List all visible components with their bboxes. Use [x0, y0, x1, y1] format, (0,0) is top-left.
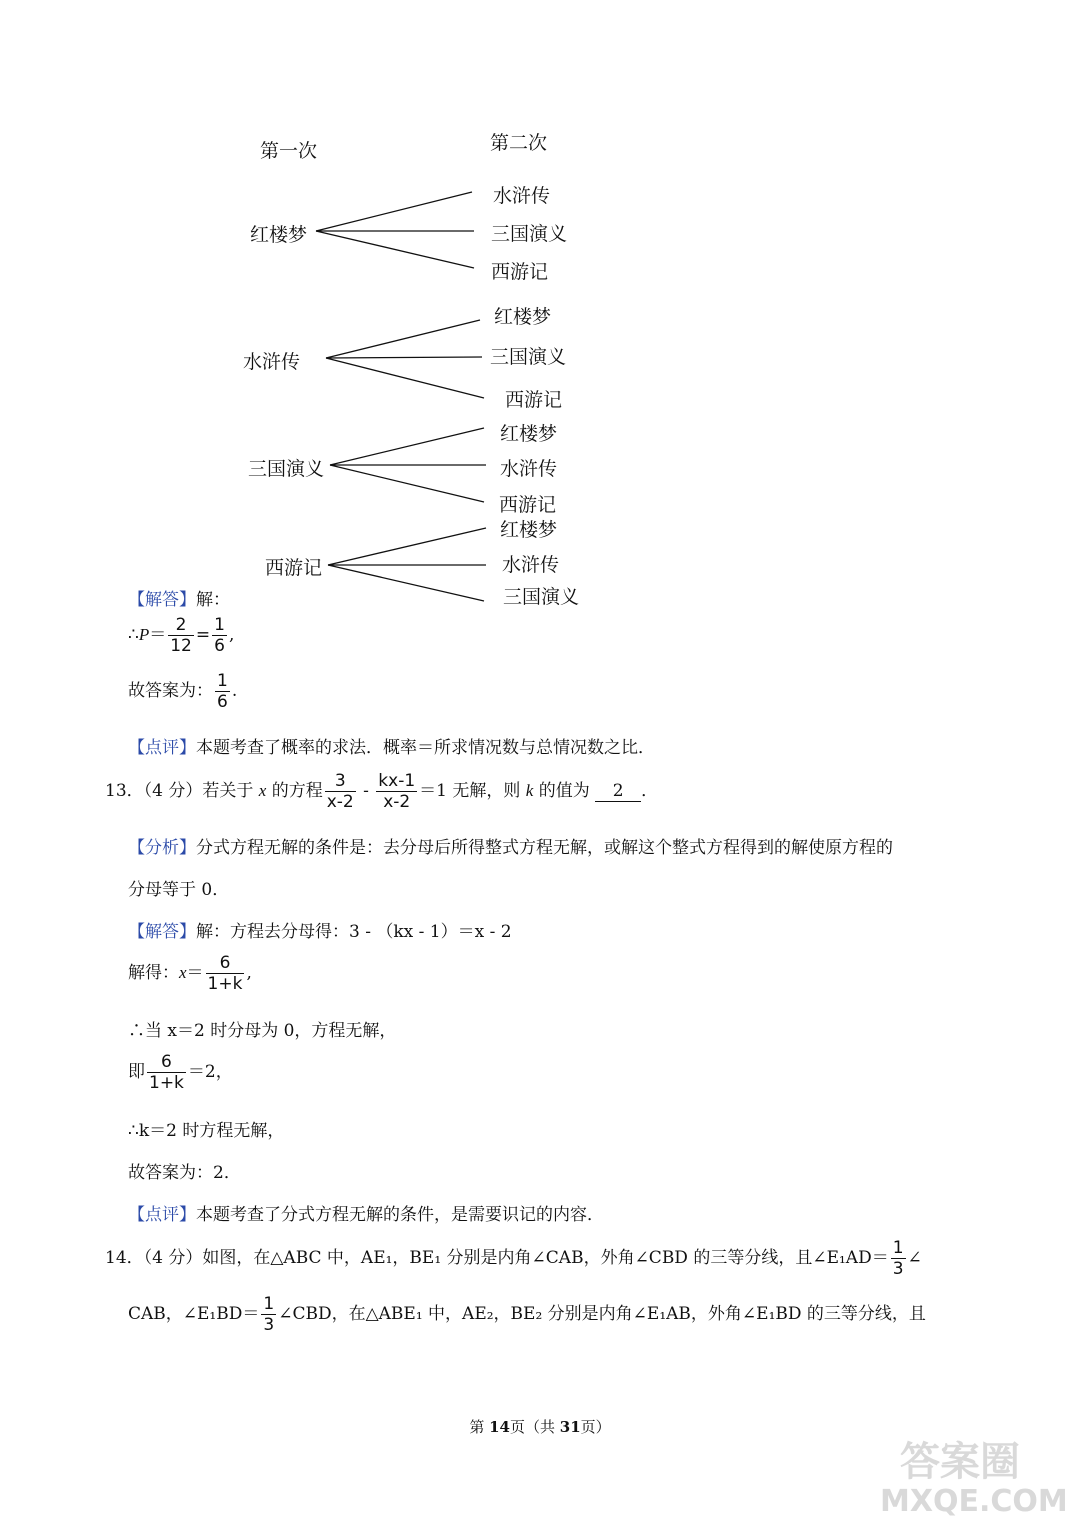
tree-second-2-2: 三国演义	[490, 346, 567, 368]
final-text: 故答案为：2．	[128, 1163, 241, 1183]
tree-second-3-1: 红楼梦	[500, 423, 558, 445]
q13-stem	[105, 771, 658, 812]
tree-second-3-2: 水浒传	[500, 458, 558, 480]
comment-text: 本题考查了概率的求法．概率＝所求情况数与总情况数之比．	[196, 738, 655, 758]
x-variable: x	[258, 781, 267, 800]
q13-solve-line	[128, 953, 252, 994]
tree-second-1-3: 西游记	[491, 261, 549, 283]
final-fraction: $\frac{1}{6}$	[217, 671, 228, 712]
when-text: ∴当 x＝2 时分母为 0，方程无解，	[128, 1021, 397, 1041]
tree-second-4-2: 水浒传	[502, 554, 560, 576]
q13-stem-mid: 的方程	[266, 781, 323, 801]
fraction-kx-1-over-x-2: $\frac{kx-1}{x-2}$	[378, 771, 416, 812]
q13-analysis-2	[128, 875, 229, 900]
tree-header-first: 第一次	[260, 140, 318, 162]
tree-second-2-3: 西游记	[505, 389, 563, 411]
q14-line-2	[128, 1294, 926, 1335]
q12-answer-heading	[128, 585, 230, 610]
tree-second-1-1: 水浒传	[493, 185, 551, 207]
answer-intro: 解：	[196, 590, 230, 610]
tree-second-1-2: 三国演义	[491, 223, 568, 245]
q13-when-line	[128, 1016, 396, 1041]
final-dot: .	[231, 681, 238, 701]
tree-second-3-3: 西游记	[499, 494, 557, 516]
tree-first-1: 红楼梦	[250, 224, 308, 246]
fraction-2-12: $\frac{2}{12}$	[170, 615, 192, 656]
answer-tag: 【解答】	[128, 922, 196, 942]
q13-final	[128, 1158, 241, 1183]
comment-text: 本题考查了分式方程无解的条件，是需要识记的内容．	[196, 1205, 604, 1225]
q13-comment	[128, 1200, 604, 1225]
answer-tag: 【解答】	[128, 590, 196, 610]
q12-final-answer	[128, 671, 237, 712]
q14-text-2b: ∠CBD，在△ABE₁ 中，AE₂，BE₂ 分别是内角∠E₁AB，外角∠E₁BD 的三等分线，且	[278, 1304, 926, 1324]
equals-sign-2: =	[195, 625, 211, 645]
q14-text-1: 14．（4 分）如图，在△ABC 中，AE₁，BE₁ 分别是内角∠CAB，外角∠CBD 的三等分线，且∠E₁AD＝	[105, 1248, 889, 1268]
total-pages: 31	[559, 1418, 581, 1436]
footer-mid: 页（共	[509, 1418, 560, 1436]
answer-blank: 2	[595, 781, 641, 802]
tree-second-4-1: 红楼梦	[500, 519, 558, 541]
tree-header-second: 第二次	[490, 132, 548, 154]
watermark-site: MXQE.COM	[880, 1484, 1068, 1519]
answer-text-1: 解：方程去分母得：3 - （kx - 1）＝x - 2	[196, 922, 512, 942]
comma: ,	[246, 963, 252, 983]
q13-stem-tail2: 的值为	[533, 781, 596, 801]
tree-second-4-3: 三国演义	[503, 586, 580, 608]
q12-probability-line	[128, 615, 234, 656]
q13-stem-end: ．	[641, 781, 659, 801]
fraction-3-over-x-2: $\frac{3}{x-2}$	[326, 771, 354, 812]
tree-second-2-1: 红楼梦	[494, 306, 552, 328]
q13-ji-line	[128, 1052, 233, 1093]
ji-prefix: 即	[128, 1062, 145, 1082]
minus-sign: -	[357, 781, 375, 801]
ji-tail: ＝2，	[187, 1062, 233, 1082]
q13-answer-1	[128, 917, 512, 942]
comment-tag: 【点评】	[128, 738, 196, 758]
tree-first-2: 水浒传	[243, 351, 301, 373]
solve-prefix: 解得：	[128, 963, 179, 983]
q13-analysis-1	[128, 833, 893, 858]
fraction-6-over-1-k-2: $\frac{6}{1+k}$	[149, 1052, 184, 1093]
angle-symbol: ∠	[907, 1248, 922, 1268]
fraction-1-3-b: $\frac{1}{3}$	[263, 1294, 275, 1335]
page-number: 14	[489, 1418, 510, 1436]
x-variable: x	[179, 963, 187, 982]
final-prefix: 故答案为：	[128, 681, 213, 701]
watermark-logo: 答案圈	[900, 1439, 1020, 1485]
q14-text-2a: CAB，∠E₁BD＝	[128, 1304, 260, 1324]
q14-line-1	[105, 1238, 922, 1279]
fraction-6-over-1-k: $\frac{6}{1+k}$	[207, 953, 243, 994]
p-variable: P	[138, 625, 150, 644]
q13-stem-prefix: 13．（4 分）若关于	[105, 781, 259, 801]
k-variable: k	[525, 781, 534, 800]
fraction-1-3: $\frac{1}{3}$	[892, 1238, 904, 1279]
tree-first-3: 三国演义	[248, 458, 325, 480]
fraction-1-6: $\frac{1}{6}$	[214, 615, 225, 656]
therefore-symbol: ∴	[128, 625, 139, 645]
comma: ,	[228, 625, 235, 645]
analysis-text-1: 分式方程无解的条件是：去分母后所得整式方程无解，或解这个整式方程得到的解使原方程的	[196, 838, 893, 858]
analysis-text-2: 分母等于 0．	[128, 880, 230, 900]
comment-tag: 【点评】	[128, 1205, 196, 1225]
q13-stem-tail: ＝1 无解，则	[419, 781, 526, 801]
k-text: ∴k＝2 时方程无解，	[128, 1121, 285, 1141]
footer-suffix: 页）	[580, 1418, 611, 1436]
equals-sign: ＝	[186, 963, 204, 983]
equals-sign: ＝	[149, 625, 167, 645]
footer-prefix: 第	[469, 1418, 490, 1436]
q12-comment	[128, 733, 655, 758]
analysis-tag: 【分析】	[128, 838, 196, 858]
q13-k-line	[128, 1116, 284, 1141]
tree-first-4: 西游记	[265, 557, 323, 579]
